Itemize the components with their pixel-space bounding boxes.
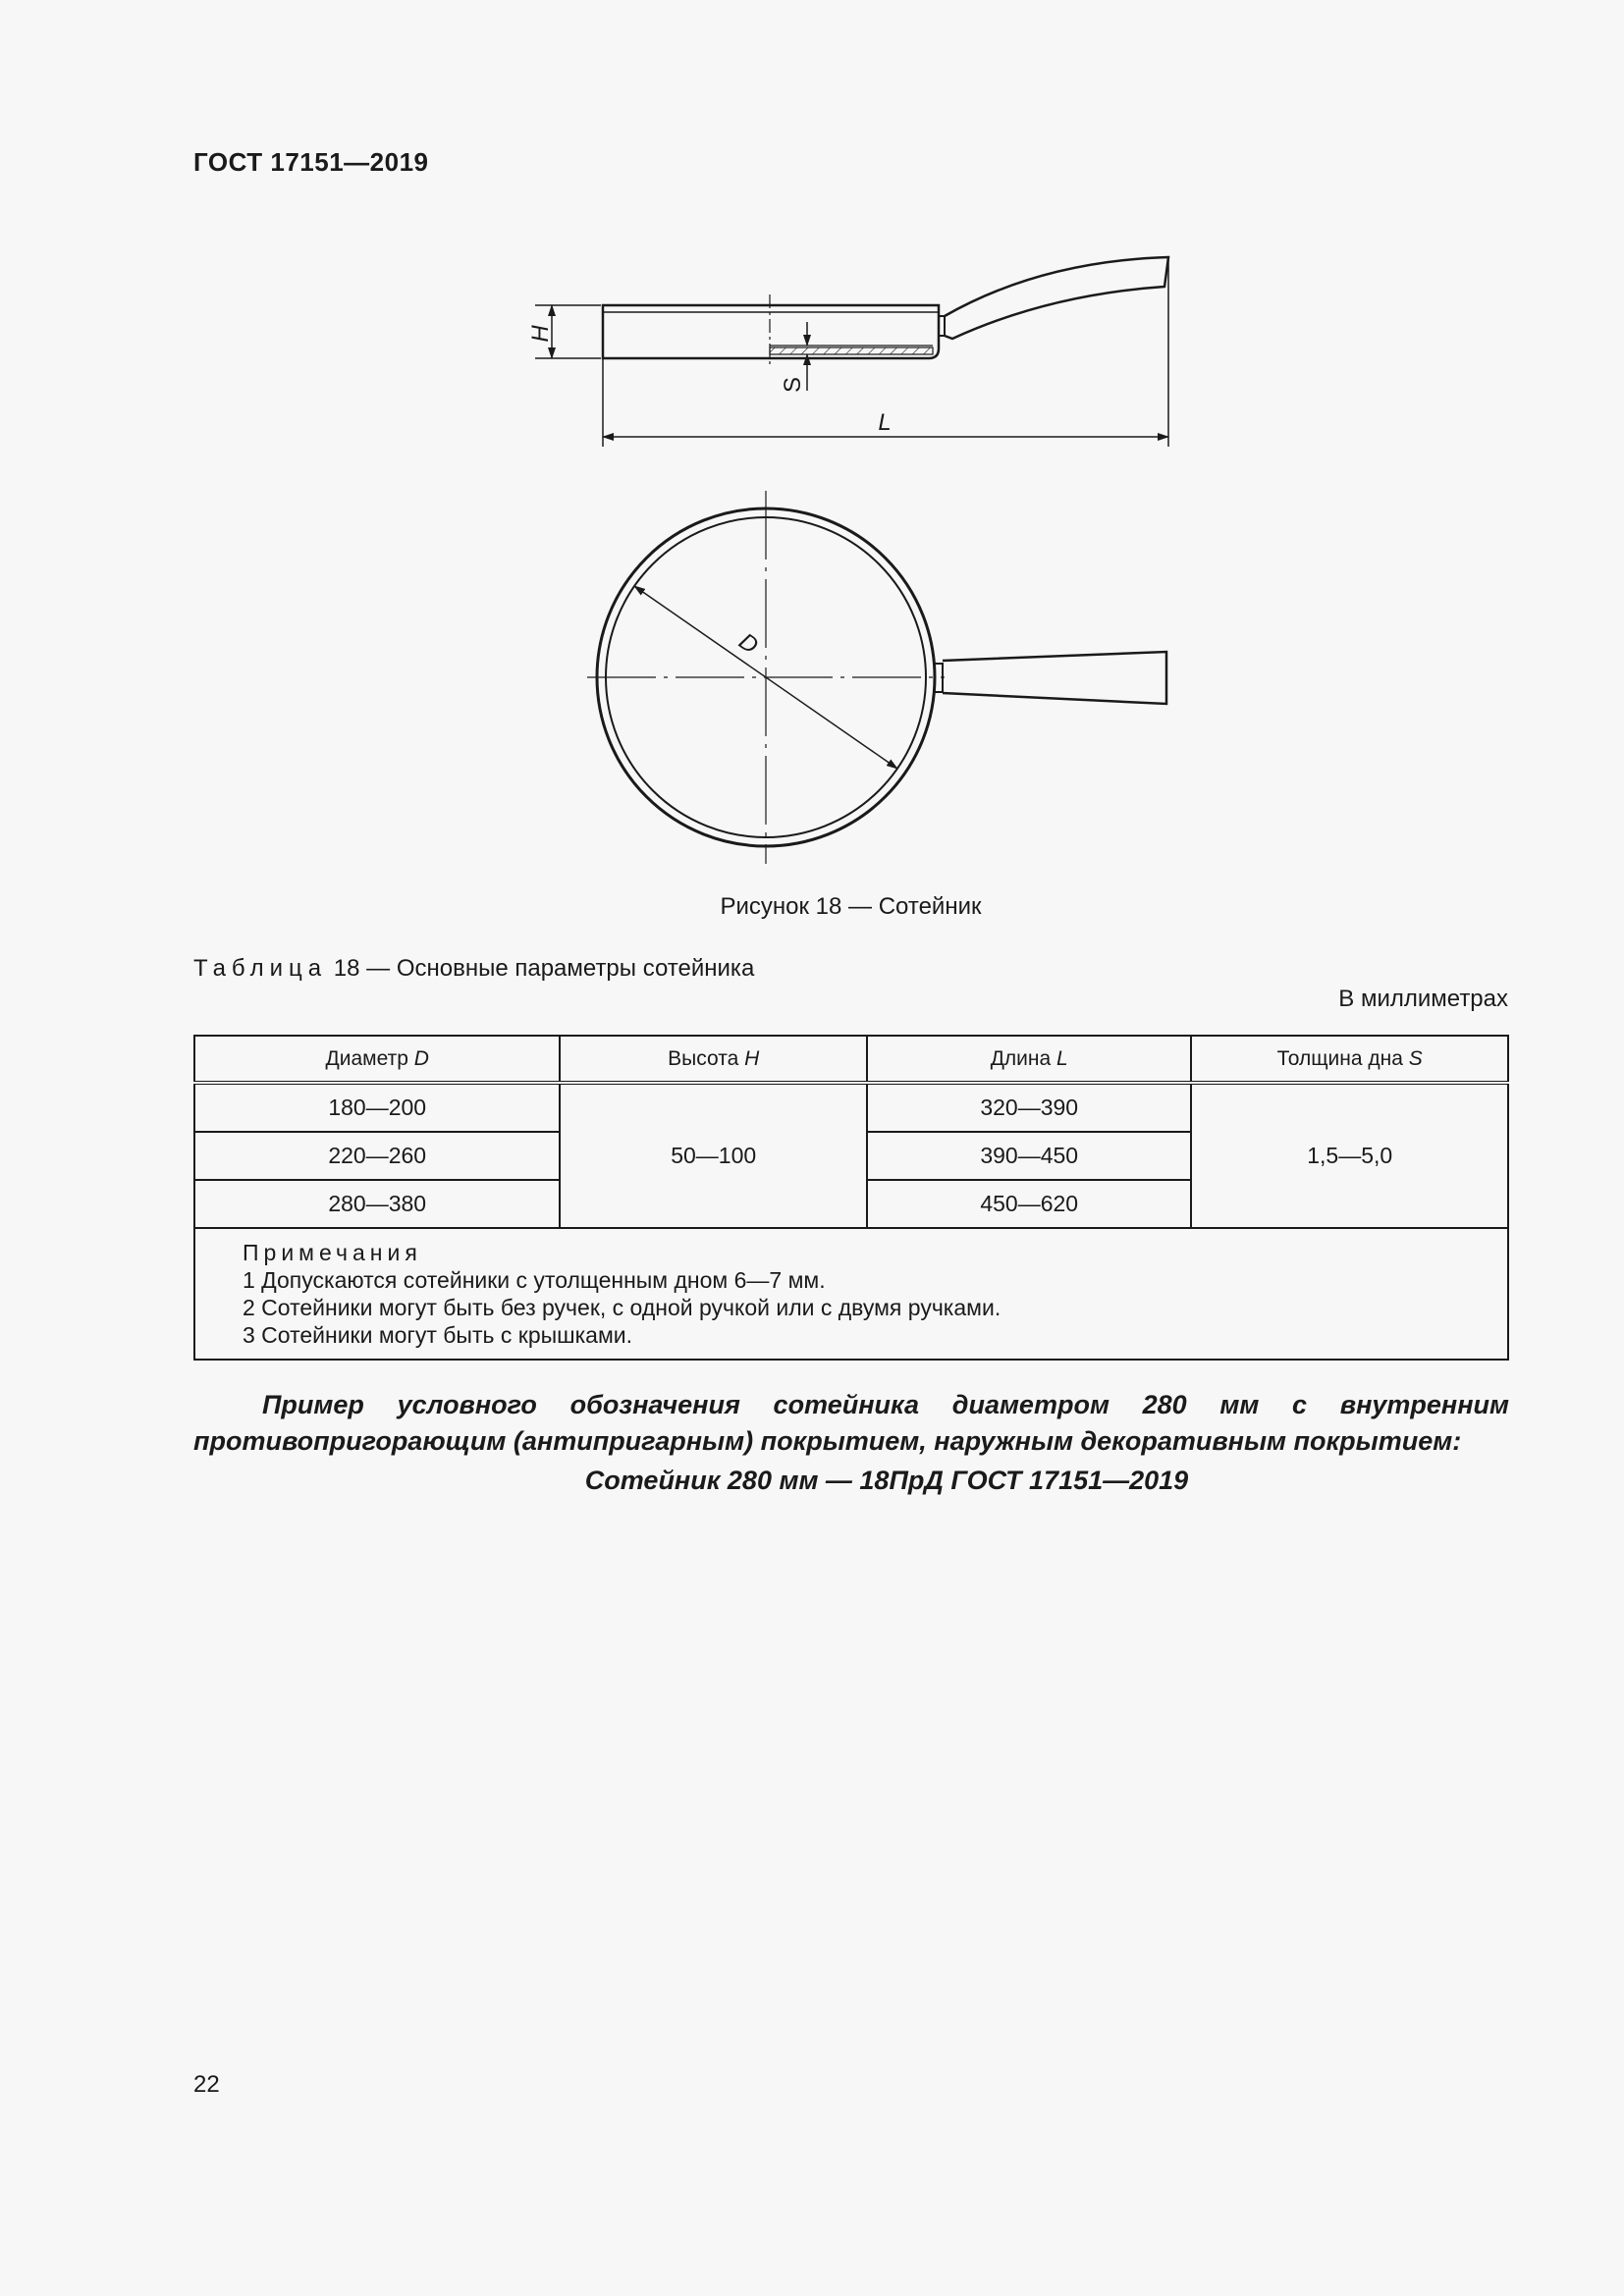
top-view [587,491,1166,864]
cell-height: 50—100 [560,1083,867,1228]
header-length: Длина L [867,1036,1191,1083]
note-item: 2 Сотейники могут быть без ручек, с одной ручкой или с двумя ручками. [243,1295,1001,1320]
label-h: H [527,325,554,343]
table-notes-row [194,1228,1508,1360]
cell-thickness: 1,5—5,0 [1191,1083,1508,1228]
table-title [193,955,754,983]
table-units: В миллиметрах [1338,986,1508,1012]
notes-title: Примечания [243,1240,422,1265]
designation-line: Сотейник 280 мм — 18ПрД ГОСТ 17151—2019 [584,1466,1189,1495]
label-d: D [733,627,764,660]
cell-length: 390—450 [867,1132,1191,1180]
table-row [194,1083,1508,1132]
header-height: Высота H [560,1036,867,1083]
cell-diameter: 280—380 [194,1180,560,1228]
document-header: ГОСТ 17151—2019 [193,147,429,177]
figure-caption: Рисунок 18 — Сотейник [720,893,982,920]
cell-diameter: 180—200 [194,1083,560,1132]
side-view [535,257,1168,447]
table-title-word: Таблица [193,955,328,982]
label-l: L [878,409,892,436]
note-item: 3 Сотейники могут быть с крышками. [243,1322,633,1348]
example-text: Пример условного обозначения сотейника диаметром 280 мм с внутренним противопригорающим (антипригарным) покрытием, наружным декоративным покрытием: [193,1390,1509,1456]
table-header-row [194,1036,1508,1083]
table-notes [194,1228,1508,1360]
parameters-table [193,1035,1509,1361]
cell-length: 320—390 [867,1083,1191,1132]
designation-example [193,1387,1509,1460]
cell-diameter: 220—260 [194,1132,560,1180]
page-number: 22 [193,2071,220,2098]
header-thickness: Толщина дна S [1191,1036,1508,1083]
header-diameter: Диаметр D [194,1036,560,1083]
label-s: S [780,376,806,394]
table-title-rest: 18 — Основные параметры сотейника [333,955,755,982]
saute-pan-drawing [0,0,1624,883]
cell-length: 450—620 [867,1180,1191,1228]
note-item: 1 Допускаются сотейники с утолщенным дном 6—7 мм. [243,1267,826,1293]
